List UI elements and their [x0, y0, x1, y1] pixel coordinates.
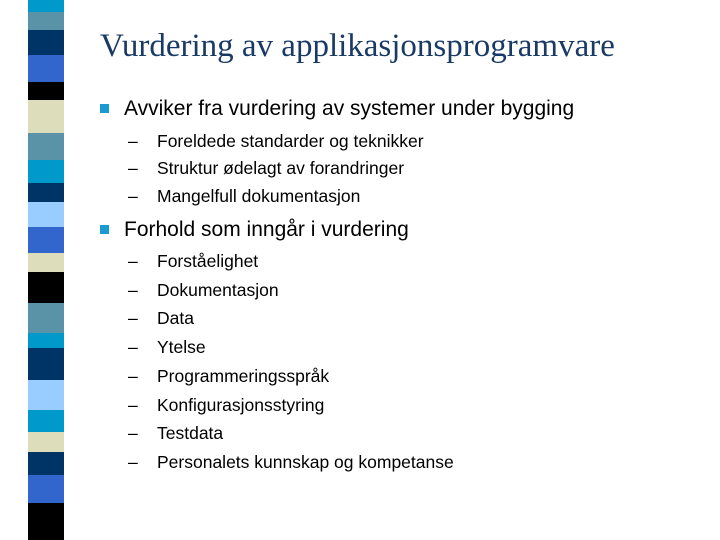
sub-bullet-text: Foreldede standarder og teknikker [157, 131, 424, 151]
dash-icon: – [128, 337, 138, 357]
sub-bullet-text: Mangelfull dokumentasjon [157, 186, 361, 206]
dash-icon: – [128, 452, 138, 472]
sub-bullet-text: Personalets kunnskap og kompetanse [157, 452, 454, 472]
sub-bullet-text: Forståelighet [157, 251, 259, 271]
square-bullet-icon [100, 104, 109, 113]
dash-icon: – [128, 251, 138, 271]
dash-icon: – [128, 395, 138, 415]
dash-icon: – [128, 423, 138, 443]
dash-icon: – [128, 280, 138, 300]
dash-icon: – [128, 308, 138, 328]
square-bullet-icon [100, 225, 109, 234]
bullet-text: Avviker fra vurdering av systemer under bygging [124, 97, 575, 120]
decorative-stripe [28, 0, 64, 540]
sub-bullet-text: Programmeringsspråk [157, 366, 330, 386]
sub-bullet-text: Data [157, 308, 194, 328]
sub-bullet-text: Testdata [157, 423, 224, 443]
sub-bullet-text: Dokumentasjon [157, 280, 279, 300]
dash-icon: – [128, 366, 138, 386]
dash-icon: – [128, 186, 138, 206]
bullet-text: Forhold som inngår i vurdering [124, 218, 409, 241]
sub-bullet-text: Ytelse [157, 337, 206, 357]
dash-icon: – [128, 158, 138, 178]
sub-bullet-text: Struktur ødelagt av forandringer [157, 158, 405, 178]
dash-icon: – [128, 131, 138, 151]
slide-title: Vurdering av applikasjonsprogramvare [100, 28, 615, 64]
sub-bullet-text: Konfigurasjonsstyring [157, 395, 325, 415]
